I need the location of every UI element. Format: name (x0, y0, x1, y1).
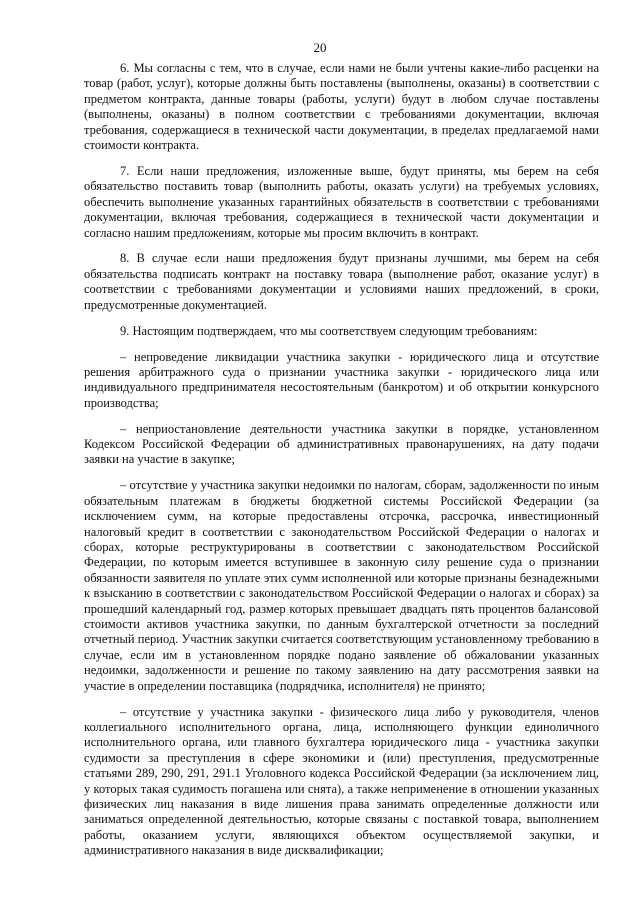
requirement-no-tax-arrears: – отсутствие у участника закупки недоимки по налогам, сборам, задолженности по иным обязательным платежам в бюджеты бюджетной системы Российской Федерации (за исключением сумм, на которые предоставлены отсрочка, рассрочка, инвестиционный налоговый кредит в соответствии с законодательством Российской Федерации о налогах и сборах, которые реструктурированы в соответствии с законодательством Российской Федерации, по которым имеется вступившее в законную силу решение суда о признании обязанности заявителя по уплате этих сумм исполненной или которые признаны безнадежными к взысканию в соответствии с законодательством Российской Федерации о налогах и сборах) за прошедший календарный год, размер которых превышает двадцать пять процентов балансовой стоимости активов участника закупки, по данным бухгалтерской отчетности за последний отчетный период. Участник закупки считается соответствующим установленному требованию в случае, если им в установленном порядке подано заявление об обжаловании указанных недоимки, задолженности и решение по такому заявлению на дату рассмотрения заявки на участие в определении поставщика (подрядчика, исполнителя) не принято; (84, 478, 599, 693)
paragraph-6-agreement: 6. Мы согласны с тем, что в случае, если нами не были учтены какие-либо расценки на товар (работ, услуг), которые должны быть поставлены (выполнены, оказаны) в соответствии с предметом контракта, данные товары (работы, услуги) будут в любом случае поставлены (выполнены, оказаны) в полном соответствии с требованиями документации, включая требования, содержащиеся в технической части документации, в пределах предлагаемой нами стоимости контракта. (84, 61, 599, 153)
page-number: 20 (313, 40, 327, 55)
paragraph-9-requirements-intro: 9. Настоящим подтверждаем, что мы соответствуем следующим требованиям: (120, 323, 538, 338)
document-body (84, 61, 599, 869)
requirement-no-criminal-record: – отсутствие у участника закупки - физического лица либо у руководителя, членов коллегиального исполнительного органа, лица, исполняющего функции единоличного исполнительного органа, или главного бухгалтера юридического лица - участника закупки судимости за преступления в сфере экономики и (или) преступления, предусмотренные статьями 289, 290, 291, 291.1 Уголовного кодекса Российской Федерации (за исключением лиц, у которых такая судимость погашена или снята), а также неприменение в отношении указанных физических лиц наказания в виде лишения права занимать определенные должности или заниматься определенной деятельностью, которые связаны с поставкой товара, выполнением работы, оказанием услуги, являющихся объектом осуществляемой закупки, и административного наказания в виде дисквалификации; (84, 704, 599, 858)
paragraph-8-contract-signing: 8. В случае если наши предложения будут признаны лучшими, мы берем на себя обязательства подписать контракт на поставку товара (выполнение работ, оказание услуг) в соответствии с требованиями документации и условиями наших предложений, в сроки, предусмотренные документацией. (84, 251, 599, 312)
requirement-no-liquidation: – непроведение ликвидации участника закупки - юридического лица и отсутствие решения арбитражного суда о признании участника закупки - юридического лица или индивидуального предпринимателя несостоятельным (банкротом) и об открытии конкурсного производства; (84, 349, 599, 410)
requirement-no-suspension: – неприостановление деятельности участника закупки в порядке, установленном Кодексом Российской Федерации об административных правонарушениях, на дату подачи заявки на участие в закупке; (84, 421, 599, 467)
paragraph-7-obligations: 7. Если наши предложения, изложенные выше, будут приняты, мы берем на себя обязательство поставить товар (выполнить работы, оказать услуги) на требуемых условиях, обеспечить выполнение указанных гарантийных обязательств в соответствии с требованиями документации, включая требования, содержащиеся в технической части документации и согласно нашим предложениям, которые мы просим включить в контракт. (84, 163, 599, 240)
